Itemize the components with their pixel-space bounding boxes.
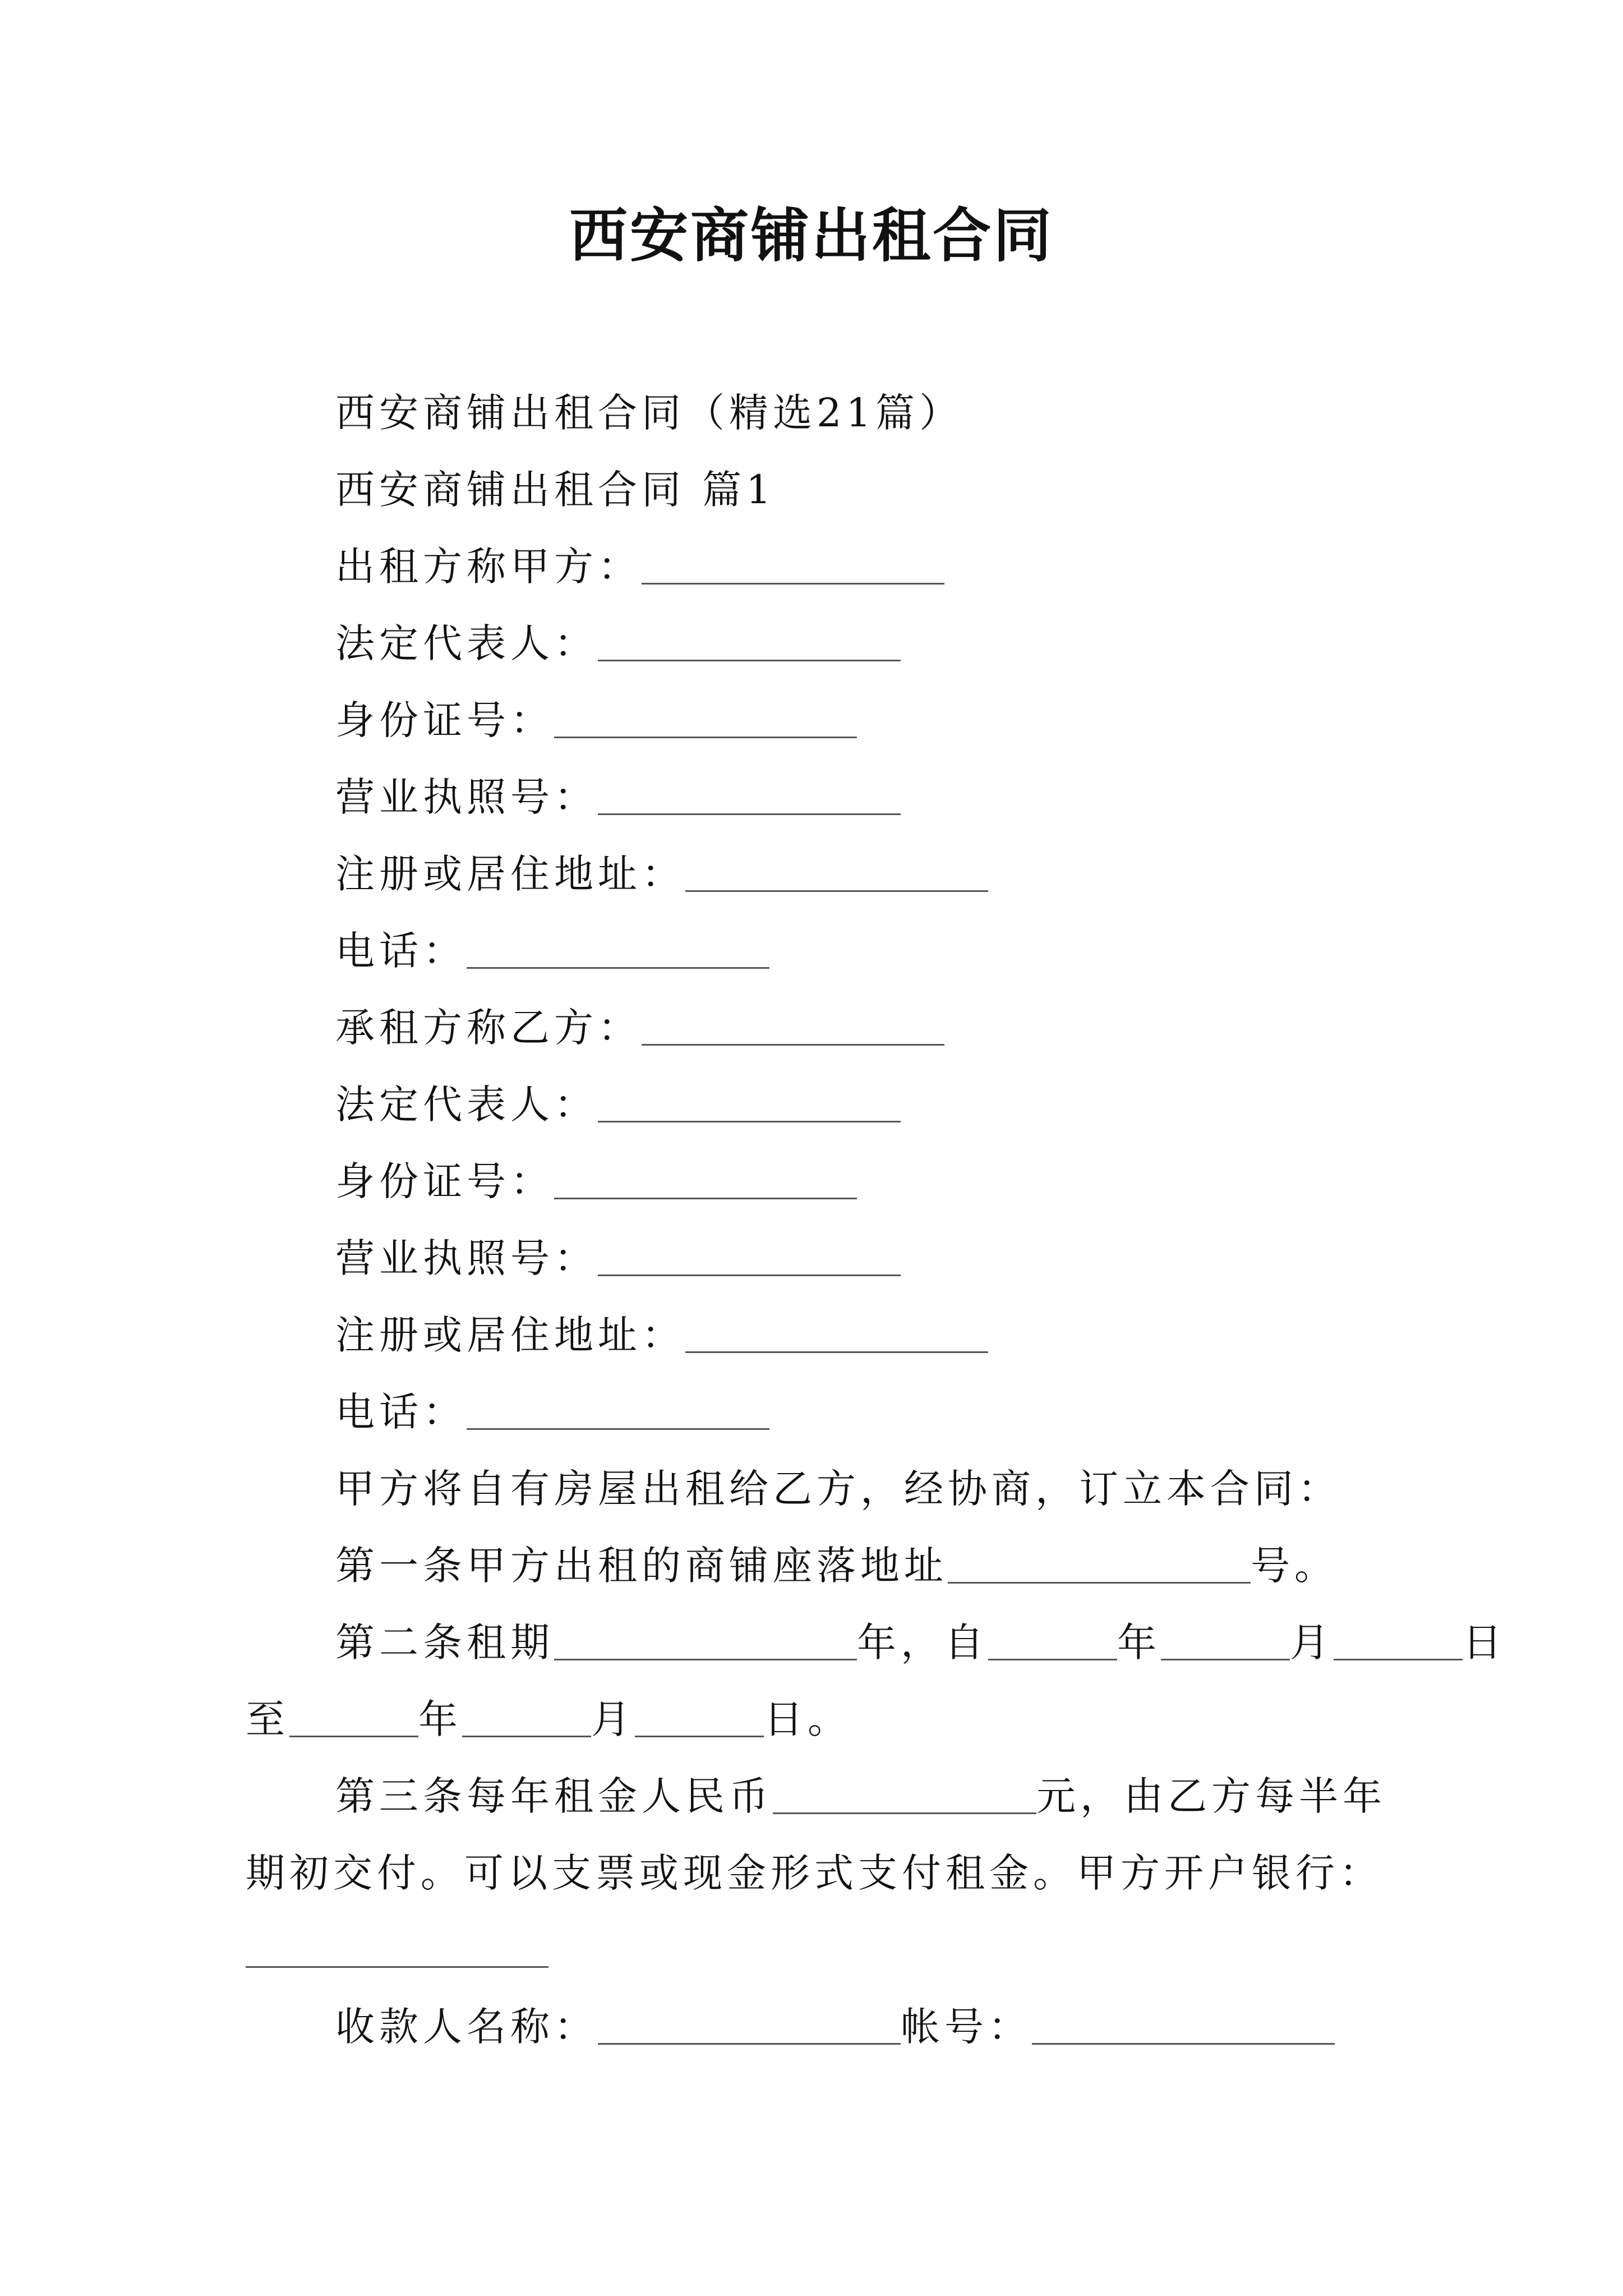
paragraph-text: 日。 xyxy=(764,1696,851,1742)
fill-in-blank xyxy=(598,620,901,661)
field-label: 身份证号： xyxy=(335,697,554,743)
paragraph-text: 第一条甲方出租的商铺座落地址 xyxy=(335,1543,948,1589)
lessor-legal-rep-field xyxy=(246,605,1390,682)
lessee-address-field xyxy=(246,1297,1390,1374)
payee-line xyxy=(246,1989,1390,2065)
fill-in-blank xyxy=(246,1927,548,1968)
fill-in-blank xyxy=(642,544,944,585)
document-body xyxy=(246,375,1506,2065)
fill-in-blank xyxy=(685,851,988,892)
paragraph-text: 号。 xyxy=(1251,1543,1338,1589)
lessee-legal-rep-field xyxy=(246,1066,1390,1143)
fill-in-blank xyxy=(467,1389,769,1430)
article-3 xyxy=(246,1758,1390,1835)
fill-in-blank xyxy=(635,1696,764,1737)
field-label: 承租方称乙方： xyxy=(335,1005,642,1051)
paragraph-text: 元，由乙方每半年 xyxy=(1036,1773,1386,1819)
paragraph-text: 年 xyxy=(418,1696,462,1742)
fill-in-blank xyxy=(988,1619,1117,1660)
fill-in-blank xyxy=(598,1235,901,1276)
paragraph-text: 日 xyxy=(1463,1619,1506,1665)
section-heading-text: 西安商铺出租合同 篇1 xyxy=(335,467,776,513)
field-label: 注册或居住地址： xyxy=(335,851,685,897)
section-heading xyxy=(246,452,1390,528)
field-label: 营业执照号： xyxy=(335,1235,598,1281)
fill-in-blank xyxy=(1032,2004,1335,2045)
field-label: 出租方称甲方： xyxy=(335,544,642,590)
fill-in-blank xyxy=(598,2004,901,2045)
article-2-continued xyxy=(246,1681,1390,1758)
fill-in-blank xyxy=(467,928,769,969)
fill-in-blank xyxy=(554,1619,857,1660)
fill-in-blank xyxy=(773,1773,1036,1814)
field-label: 身份证号： xyxy=(335,1158,554,1204)
fill-in-blank xyxy=(598,774,901,815)
fill-in-blank xyxy=(1161,1619,1290,1660)
fill-in-blank xyxy=(598,1082,901,1122)
lessee-name-field xyxy=(246,990,1390,1066)
document-title: 西安商铺出租合同 xyxy=(569,201,1054,270)
article-1 xyxy=(246,1527,1390,1604)
subtitle-text: 西安商铺出租合同（精选21篇） xyxy=(335,390,963,436)
fill-in-blank xyxy=(685,1312,988,1353)
fill-in-blank xyxy=(462,1696,591,1737)
lessor-id-field xyxy=(246,682,1390,759)
lessee-id-field xyxy=(246,1143,1390,1220)
field-label: 电话： xyxy=(335,928,467,974)
bank-blank-line xyxy=(246,1912,1390,1989)
field-label: 电话： xyxy=(335,1389,467,1435)
field-label: 法定代表人： xyxy=(335,1082,598,1128)
fill-in-blank xyxy=(554,1158,857,1199)
paragraph-text: 年 xyxy=(1117,1619,1161,1665)
lessor-phone-field xyxy=(246,913,1390,990)
paragraph-text: 月 xyxy=(591,1696,635,1742)
paragraph-text: 甲方将自有房屋出租给乙方，经协商，订立本合同： xyxy=(335,1466,1341,1512)
paragraph-text: 第三条每年租金人民币 xyxy=(335,1773,773,1819)
subtitle-line xyxy=(246,375,1390,452)
lessor-name-field xyxy=(246,528,1390,605)
paragraph-text: 期初交付。可以支票或现金形式支付租金。甲方开户银行： xyxy=(246,1850,1383,1896)
fill-in-blank xyxy=(289,1696,418,1737)
field-label: 收款人名称： xyxy=(335,2004,598,2050)
article-3-continued xyxy=(246,1835,1390,1912)
fill-in-blank xyxy=(948,1543,1251,1584)
paragraph-text: 至 xyxy=(246,1696,289,1742)
paragraph-text: 月 xyxy=(1290,1619,1334,1665)
lessee-license-field xyxy=(246,1220,1390,1297)
field-label: 营业执照号： xyxy=(335,774,598,820)
preamble-paragraph xyxy=(246,1451,1390,1527)
lessor-license-field xyxy=(246,759,1390,836)
paragraph-text: 年，自 xyxy=(857,1619,988,1665)
fill-in-blank xyxy=(1334,1619,1463,1660)
fill-in-blank xyxy=(554,697,857,738)
field-label: 法定代表人： xyxy=(335,620,598,666)
lessee-phone-field xyxy=(246,1374,1390,1451)
lessor-address-field xyxy=(246,836,1390,913)
article-2 xyxy=(246,1604,1506,1681)
field-label: 帐号： xyxy=(901,2004,1032,2050)
field-label: 注册或居住地址： xyxy=(335,1312,685,1358)
paragraph-text: 第二条租期 xyxy=(335,1619,554,1665)
fill-in-blank xyxy=(642,1005,944,1046)
